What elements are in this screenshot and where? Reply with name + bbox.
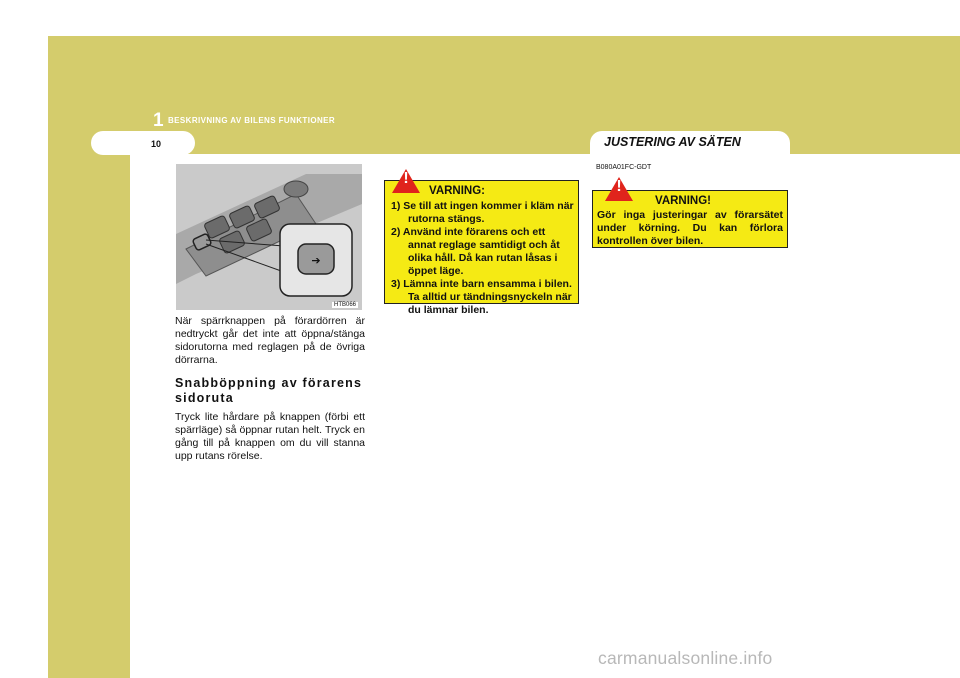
warning-exclamation-mark: ! <box>616 178 622 195</box>
warning-list <box>391 200 574 317</box>
warning-item-3: 3) Lämna inte barn ensamma i bilen. Ta alltid ur tändningsnyckeln när du lämnar bilen. <box>391 278 572 316</box>
page-number: 10 <box>151 139 162 149</box>
warning-text: Gör inga justeringar av förarsätet under körning. Du kan förlora kontrollen över bilen. <box>597 209 783 247</box>
chapter-title: BESKRIVNING AV BILENS FUNKTIONER <box>168 116 336 125</box>
warning-box-seats <box>592 178 788 248</box>
warning-title: VARNING! <box>655 195 712 207</box>
svg-text:➔: ➔ <box>311 254 321 267</box>
paragraph-quick-open: Tryck lite hårdare på knappen (förbi ett spärrläge) så öppnar rutan helt. Tryck en gång till på knappen om du vill stanna upp rutans rörelse. <box>175 411 365 462</box>
warning-item-2: 2) Använd inte förarens och ett annat reglage samtidigt och åt olika håll. Då kan rutan låsas i öppet läge. <box>391 226 560 277</box>
warning-exclamation-mark: ! <box>403 170 409 187</box>
window-switch-photo <box>176 164 362 310</box>
paragraph-lock-info: När spärrknappen på förardörren är nedtryckt går det inte att öppna/stänga sidorutorna med reglagen på de övriga dörrarna. <box>175 315 365 366</box>
section-title: JUSTERING AV SÄTEN <box>604 135 741 149</box>
warning-title: VARNING: <box>429 185 486 197</box>
subheading-quick-open: Snabböppning av förarens sidoruta <box>175 376 363 405</box>
warning-item-1: 1) Se till att ingen kommer i kläm när rutorna stängs. <box>391 200 574 225</box>
chapter-number: 1 <box>153 110 164 131</box>
window-switch-illustration <box>176 164 362 310</box>
section-code: B080A01FC-GDT <box>596 164 652 171</box>
watermark: carmanualsonline.info <box>598 648 773 668</box>
photo-code: HTB066 <box>333 302 356 308</box>
warning-box-windows <box>384 170 579 316</box>
